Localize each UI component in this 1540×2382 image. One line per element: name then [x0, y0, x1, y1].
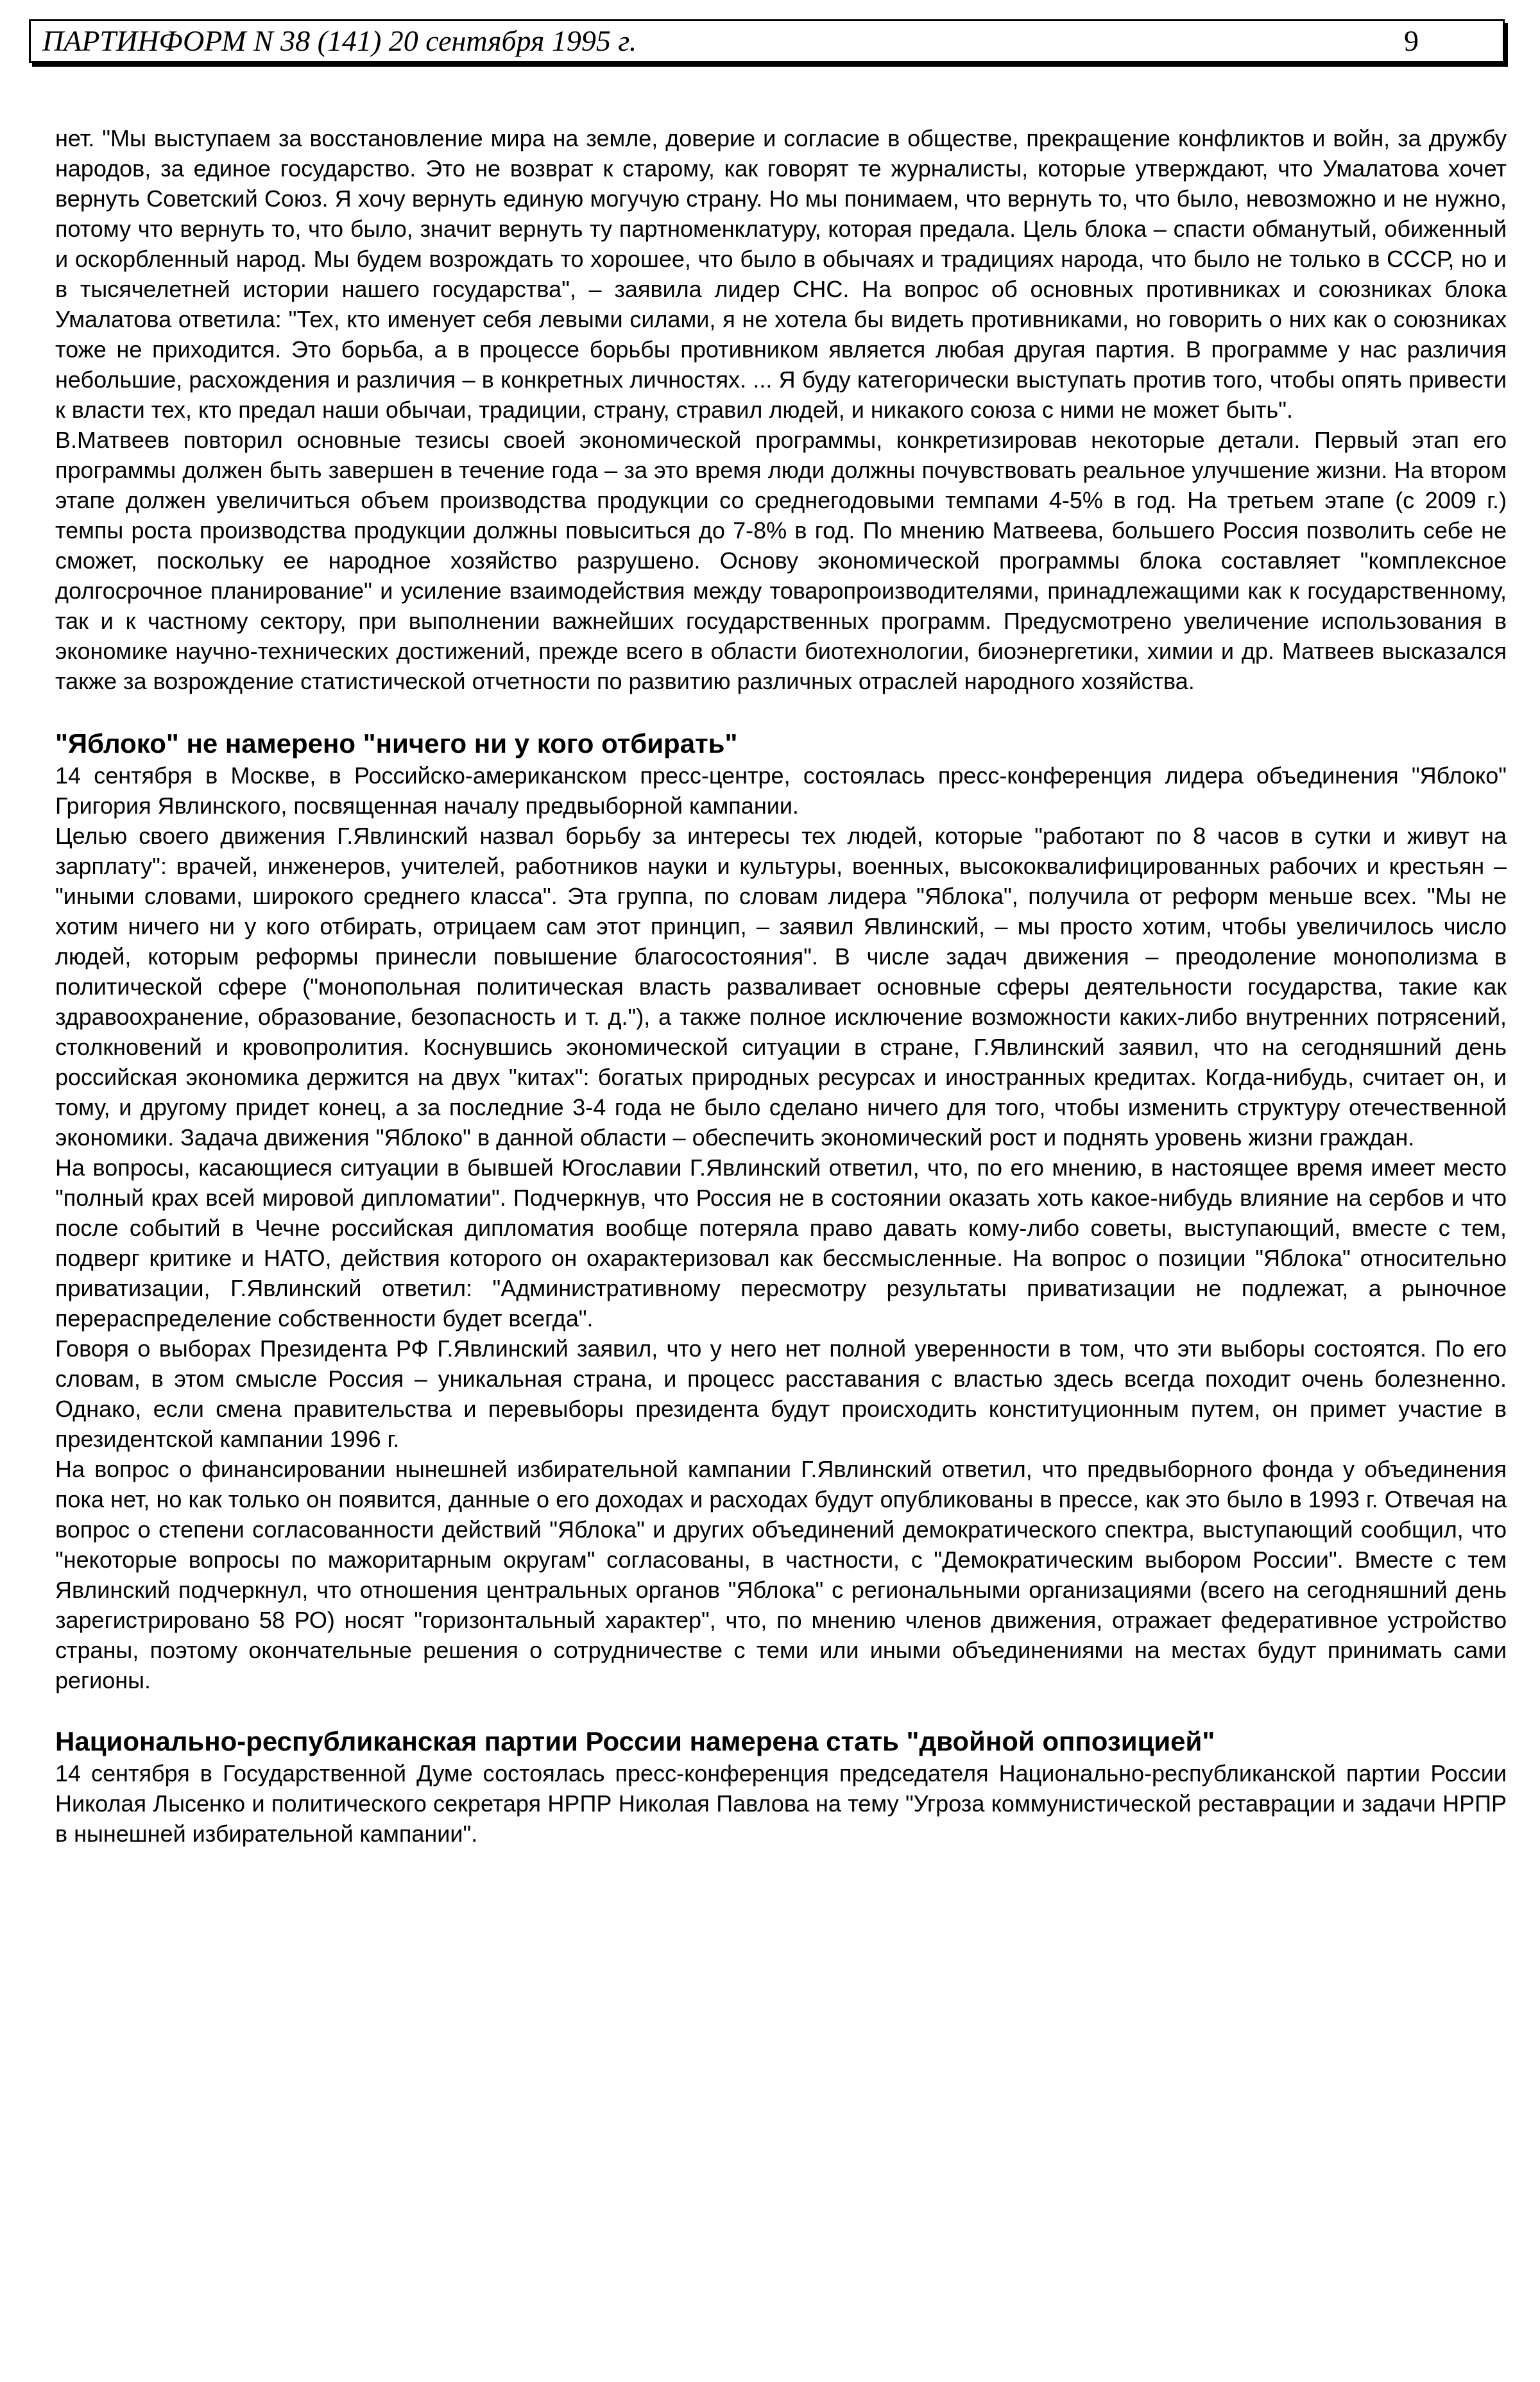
paragraph: Целью своего движения Г.Явлинский назвал борьбу за интересы тех людей, которые "работают по 8 часов в сутки и живут на зарплату": врачей, инженеров, учителей, работников науки и культуры, военных, высококвалифицированных рабочих и крестьян – "иными словами, широкого среднего класса". Эта группа, по словам лидера "Яблока", получила от реформ меньше всех. "Мы не хотим ничего ни у кого отбирать, отрицаем сам этот принцип, – заявил Явлинский, – мы просто хотим, чтобы увеличилось число людей, которым реформы принесли повышение благосостояния". В числе задач движения – преодоление монополизма в политической сфере ("монопольная политическая власть разваливает основные сферы деятельности государства, такие как здравоохранение, образование, безопасность и т. д."), а также полное исключение возможности каких-либо внутренних потрясений, столкновений и кровопролития. Коснувшись экономической ситуации в стране, Г.Явлинский заявил, что на сегодняшний день российская экономика держится на двух "китах": богатых природных ресурсах и иностранных кредитах. Когда-нибудь, считает он, и тому, и другому придет конец, а за последние 3-4 года не было сделано ничего для того, чтобы изменить структуру отечественной экономики. Задача движения "Яблоко" в данной области – обеспечить экономический рост и поднять уровень жизни граждан. [55, 823, 1507, 1151]
paragraph: На вопросы, касающиеся ситуации в бывшей Югославии Г.Явлинский ответил, что, по его мнению, в настоящее время имеет место "полный крах всей мировой дипломатии". Подчеркнув, что Россия не в состоянии оказать хоть какое-нибудь влияние на сербов и что после событий в Чечне российская дипломатия вообще потеряла право давать кому-либо советы, выступающий, вместе с тем, подверг критике и НАТО, действия которого он охарактеризовал как бессмысленные. На вопрос о позиции "Яблока" относительно приватизации, Г.Явлинский ответил: "Административному пересмотру результаты приватизации не подлежат, а рыночное перераспределение собственности будет всегда". [55, 1154, 1507, 1332]
paragraph: На вопрос о финансировании нынешней избирательной кампании Г.Явлинский ответил, что предвыборного фонда у объединения пока нет, но как только он появится, данные о его доходах и расходах будут опубликованы в прессе, как это было в 1993 г. Отвечая на вопрос о степени согласованности действий "Яблока" и других объединений демократического спектра, выступающий сообщил, что "некоторые вопросы по мажоритарным округам" согласованы, в частности, с "Демократическим выбором России". Вместе с тем Явлинский подчеркнул, что отношения центральных органов "Яблока" с региональными организациями (всего на сегодняшний день зарегистрировано 58 РО) носят "горизонтальный характер", что, по мнению членов движения, отражает федеративное устройство страны, поэтому окончательные решения о сотрудничестве с теми или иными объединениями на местах будут принимать сами регионы. [55, 1456, 1507, 1693]
article-heading: "Яблоко" не намерено "ничего ни у кого отбирать" [55, 728, 738, 758]
publication-title: ПАРТИНФОРМ N 38 (141) 20 сентября 1995 г. [42, 24, 637, 57]
paragraph: нет. "Мы выступаем за восстановление мира на земле, доверие и согласие в обществе, прекращение конфликтов и войн, за дружбу народов, за единое государство. Это не возврат к старому, как говорят те журналисты, которые утверждают, что Умалатова хочет вернуть Советский Союз. Я хочу вернуть единую могучую страну. Но мы понимаем, что вернуть то, что было, невозможно и не нужно, потому что вернуть то, что было, значит вернуть ту партноменклатуру, которая предала. Цель блока – спасти обманутый, обиженный и оскорбленный народ. Мы будем возрождать то хорошее, что было в обычаях и традициях народа, что было не только в СССР, но и в тысячелетней истории нашего государства", – заявила лидер СНС. На вопрос об основных противниках и союзниках блока Умалатова ответила: "Тех, кто именует себя левыми силами, я не хотела бы видеть противниками, но говорить о них как о союзниках тоже не приходится. Это борьба, а в процессе борьбы противником является любая другая партия. В программе у нас различия небольшие, расхождения и различия – в конкретных личностях. ... Я буду категорически выступать против того, чтобы опять привести к власти тех, кто предал наши обычаи, традиции, страну, стравил людей, и никакого союза с ними не может быть". [55, 125, 1507, 423]
paragraph: 14 сентября в Москве, в Российско-американском пресс-центре, состоялась пресс-конференция лидера объединения "Яблоко" Григория Явлинского, посвященная началу предвыборной кампании. [55, 762, 1507, 819]
page-number: 9 [1404, 24, 1419, 57]
page-header [29, 19, 1505, 63]
article-column [55, 123, 1507, 1849]
paragraph: Говоря о выборах Президента РФ Г.Явлинский заявил, что у него нет полной уверенности в том, что эти выборы состоятся. По его словам, в этом смысле Россия – уникальная страна, и процесс расставания с властью здесь всегда походит очень болезненно. Однако, если смена правительства и перевыборы президента будут происходить конституционным путем, он примет участие в президентской кампании 1996 г. [55, 1335, 1507, 1452]
paragraph: В.Матвеев повторил основные тезисы своей экономической программы, конкретизировав некоторые детали. Первый этап его программы должен быть завершен в течение года – за это время люди должны почувствовать реальное улучшение жизни. На втором этапе должен увеличиться объем производства продукции со среднегодовыми темпами 4-5% в год. На третьем этапе (с 2009 г.) темпы роста производства продукции должны повыситься до 7-8% в год. По мнению Матвеева, большего Россия позволить себе не сможет, поскольку ее народное хозяйство разрушено. Основу экономической программы блока составляет "комплексное долгосрочное планирование" и усиление взаимодействия между товаропроизводителями, принадлежащими как к государственному, так и к частному сектору, при выполнении важнейших государственных программ. Предусмотрено увеличение использования в экономике научно-технических достижений, прежде всего в области биотехнологии, биоэнергетики, химии и др. Матвеев высказался также за возрождение статистической отчетности по развитию различных отраслей народного хозяйства. [55, 427, 1507, 694]
paragraph: 14 сентября в Государственной Думе состоялась пресс-конференция председателя Национально-республиканской партии России Николая Лысенко и политического секретаря НРПР Николая Павлова на тему "Угроза коммунистической реставрации и задачи НРПР в нынешней избирательной кампании". [55, 1760, 1507, 1847]
article-heading: Национально-республиканская партии России намерена стать "двойной оппозицией" [55, 1726, 1215, 1756]
